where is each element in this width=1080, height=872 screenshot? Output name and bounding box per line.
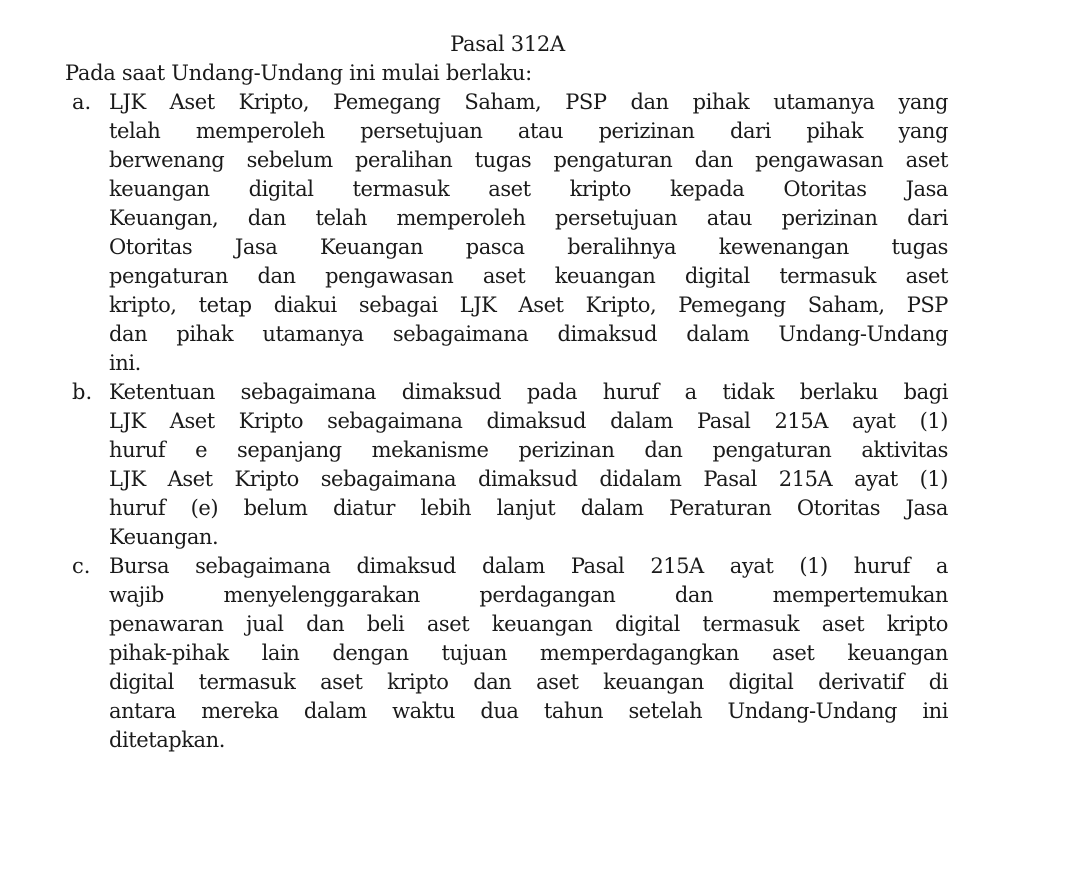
text-line: Keuangan. <box>109 525 219 549</box>
text-line: berwenang sebelum peralihan tugas pengaturan dan pengawasan aset <box>109 148 948 172</box>
list-marker: a. <box>72 90 92 114</box>
article-title: Pasal 312A <box>450 32 565 56</box>
text-line: keuangan digital termasuk aset kripto kepada Otoritas Jasa <box>109 177 948 201</box>
list-item-body <box>109 378 948 552</box>
text-line: Keuangan, dan telah memperoleh persetujuan atau perizinan dari <box>109 206 948 230</box>
text-line: huruf e sepanjang mekanisme perizinan dan pengaturan aktivitas <box>109 438 948 462</box>
text-line: ditetapkan. <box>109 728 225 752</box>
text-line: pihak-pihak lain dengan tujuan memperdagangkan aset keuangan <box>109 641 948 665</box>
text-line: LJK Aset Kripto, Pemegang Saham, PSP dan pihak utamanya yang <box>109 90 948 114</box>
text-line: penawaran jual dan beli aset keuangan digital termasuk aset kripto <box>109 612 948 636</box>
text-line: LJK Aset Kripto sebagaimana dimaksud dalam Pasal 215A ayat (1) <box>109 409 948 433</box>
text-line: Ketentuan sebagaimana dimaksud pada huruf a tidak berlaku bagi <box>109 380 948 404</box>
list-marker: c. <box>72 554 91 578</box>
text-line: LJK Aset Kripto sebagaimana dimaksud didalam Pasal 215A ayat (1) <box>109 467 948 491</box>
article-intro: Pada saat Undang-Undang ini mulai berlaku: <box>65 61 532 85</box>
text-line: telah memperoleh persetujuan atau perizinan dari pihak yang <box>109 119 948 143</box>
text-line: Bursa sebagaimana dimaksud dalam Pasal 215A ayat (1) huruf a <box>109 554 948 578</box>
text-line: Otoritas Jasa Keuangan pasca beralihnya kewenangan tugas <box>109 235 948 259</box>
text-line: wajib menyelenggarakan perdagangan dan mempertemukan <box>109 583 948 607</box>
text-line: dan pihak utamanya sebagaimana dimaksud dalam Undang-Undang <box>109 322 948 346</box>
text-line: huruf (e) belum diatur lebih lanjut dalam Peraturan Otoritas Jasa <box>109 496 948 520</box>
list-item-body <box>109 552 948 755</box>
text-line: antara mereka dalam waktu dua tahun setelah Undang-Undang ini <box>109 699 948 723</box>
list-marker: b. <box>72 380 93 404</box>
text-line: pengaturan dan pengawasan aset keuangan digital termasuk aset <box>109 264 948 288</box>
text-line: ini. <box>109 351 141 375</box>
text-line: kripto, tetap diakui sebagai LJK Aset Kripto, Pemegang Saham, PSP <box>109 293 948 317</box>
list-item-body <box>109 88 948 378</box>
text-line: digital termasuk aset kripto dan aset keuangan digital derivatif di <box>109 670 948 694</box>
